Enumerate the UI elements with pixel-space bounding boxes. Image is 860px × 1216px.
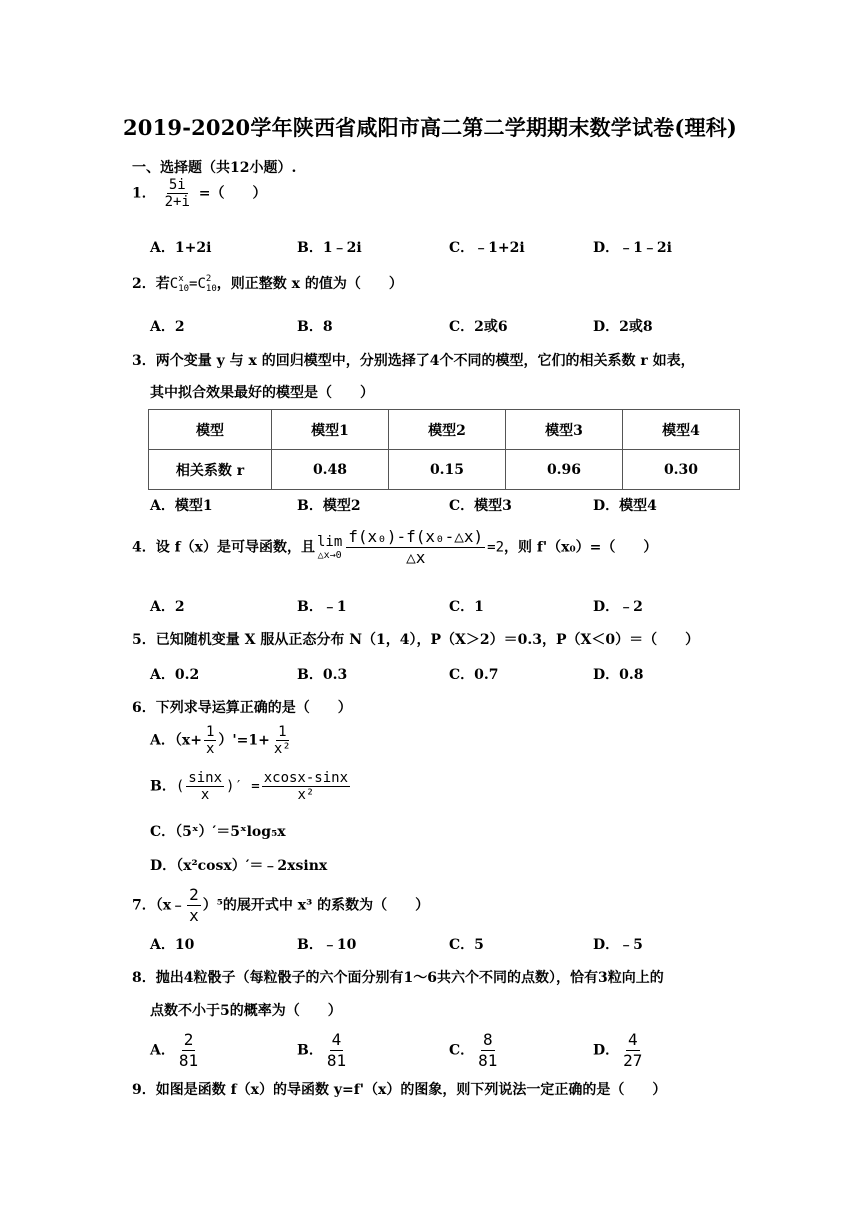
option-label: A． — [150, 1042, 175, 1059]
combination-sub: 10 — [205, 284, 217, 294]
table-header-row — [149, 410, 740, 450]
fraction — [476, 1030, 499, 1071]
combination-sup: 2 — [205, 274, 212, 284]
q7-option-c: C．5 — [449, 937, 484, 953]
denominator: 81 — [326, 1051, 347, 1070]
section-heading: 一、选择题（共12小题）. — [132, 160, 297, 176]
table-cell: 0.30 — [623, 450, 740, 490]
q4-numerator: f(x₀)-f(x₀-△x) — [348, 527, 484, 546]
denominator: x — [205, 741, 215, 757]
denominator: x — [189, 906, 199, 925]
q3-option-c: C．模型3 — [449, 498, 512, 514]
denominator: x — [200, 787, 210, 803]
question-6: 6．下列求导运算正确的是（ ） — [132, 700, 352, 716]
q7-option-b: B．﹣10 — [297, 937, 357, 953]
table-header-cell: 模型1 — [272, 410, 389, 450]
fraction — [177, 1030, 200, 1071]
question-2 — [132, 273, 403, 294]
q1-option-a: A．1+2i — [150, 240, 212, 256]
combination-symbol: C — [169, 276, 179, 292]
option-label: B． — [150, 778, 176, 795]
numerator: sinx — [188, 770, 222, 786]
limit-operator — [317, 534, 342, 562]
denominator: 81 — [478, 1051, 498, 1070]
q4-option-a: A．2 — [150, 599, 185, 615]
option-text: （x+ — [174, 732, 202, 749]
q2-combination-1 — [170, 276, 189, 292]
option-label: C． — [449, 1042, 475, 1059]
numerator: 4 — [627, 1030, 638, 1049]
table-cell: 0.48 — [272, 450, 389, 490]
q5-option-c: C．0.7 — [449, 667, 499, 683]
fraction — [325, 1030, 348, 1071]
question-text: 4．设 f（x）是可导函数，且 — [132, 539, 315, 556]
question-8-line-1: 8．抛出4粒骰子（每粒骰子的六个面分别有1～6共六个不同的点数），恰有3粒向上的 — [132, 970, 664, 986]
question-tail: ，则正整数 x 的值为（ ） — [216, 276, 403, 292]
correlation-table — [148, 409, 740, 490]
q7-option-d: D．﹣5 — [593, 937, 643, 953]
question-9: 9．如图是函数 f（x）的导函数 y=f'（x）的图象，则下列说法一定正确的是（ ） — [132, 1082, 667, 1098]
option-text: )′ = — [226, 778, 260, 795]
question-7 — [132, 885, 429, 926]
fraction — [204, 724, 216, 757]
denominator: x² — [273, 741, 291, 757]
limit-subscript: △x→0 — [317, 549, 342, 561]
numerator: 4 — [331, 1030, 342, 1049]
q3-option-a: A．模型1 — [150, 498, 213, 514]
q7-option-a: A．10 — [150, 937, 195, 953]
question-8-line-2: 点数不小于5的概率为（ ） — [150, 1003, 342, 1019]
q8-option-c — [449, 1030, 501, 1071]
fraction — [621, 1030, 644, 1071]
fraction — [272, 724, 293, 757]
q7-fraction — [187, 885, 201, 926]
table-cell: 0.15 — [389, 450, 506, 490]
table-cell: 相关系数 r — [149, 450, 272, 490]
q2-option-a: A．2 — [150, 319, 185, 335]
question-1 — [132, 177, 267, 210]
q1-option-d: D．﹣1﹣2i — [593, 240, 672, 256]
question-3-line-2: 其中拟合效果最好的模型是（ ） — [150, 385, 374, 401]
denominator: x² — [297, 787, 315, 803]
q2-combination-2 — [197, 276, 216, 292]
equals-two: =2 — [487, 539, 504, 556]
table-header-cell: 模型 — [149, 410, 272, 450]
numerator: 1 — [205, 724, 215, 740]
limit-symbol: lim — [316, 533, 343, 550]
question-tail: =（ ） — [198, 185, 267, 202]
q1-fraction — [163, 177, 192, 210]
q1-option-c: C．﹣1+2i — [449, 240, 525, 256]
table-cell: 0.96 — [506, 450, 623, 490]
q6-option-b: B．( $\frac{\sin x}{x}$ )′ = $\frac{xcosx-\sin x}{\text{x²}}$ — [150, 770, 349, 803]
numerator: 2 — [183, 1030, 194, 1049]
question-4 — [132, 527, 657, 568]
question-text: 若 — [155, 276, 170, 292]
denominator: 81 — [178, 1051, 199, 1070]
question-3-line-1: 3．两个变量 y 与 x 的回归模型中，分别选择了4个不同的模型，它们的相关系数 r 如表， — [132, 353, 695, 369]
q6-option-d: D．（x²cosx）′＝﹣2xsinx — [150, 858, 328, 874]
table-header-cell: 模型4 — [623, 410, 740, 450]
q8-option-b — [297, 1030, 350, 1071]
table-header-cell: 模型3 — [506, 410, 623, 450]
numerator: 2 — [189, 885, 199, 904]
fraction — [262, 770, 350, 803]
q4-option-b: B．﹣1 — [297, 599, 347, 615]
q6-option-a — [150, 724, 295, 757]
numerator: 1 — [278, 724, 287, 740]
equals-sign: = — [189, 276, 198, 292]
table-header-cell: 模型2 — [389, 410, 506, 450]
q4-option-c: C．1 — [449, 599, 484, 615]
q5-option-d: D．0.8 — [593, 667, 644, 683]
q5-option-b: B．0.3 — [297, 667, 348, 683]
q8-option-d — [593, 1030, 646, 1071]
combination-sup: x — [178, 274, 184, 284]
question-number: 1． — [132, 185, 156, 202]
q4-fraction — [346, 527, 485, 568]
option-label: B． — [297, 1042, 323, 1059]
q4-option-d: D．﹣2 — [593, 599, 643, 615]
q3-option-b: B．模型2 — [297, 498, 361, 514]
question-number: 2． — [132, 276, 156, 292]
numerator: xcosx-sinx — [263, 770, 349, 786]
q1-denominator: 2+i — [164, 194, 190, 210]
q3-option-d: D．模型4 — [593, 498, 657, 514]
option-text: ）'=1+ — [218, 732, 270, 749]
question-tail: ）⁵的展开式中 x³ 的系数为（ ） — [202, 897, 430, 914]
q6-option-c: C．（5ˣ）′＝5ˣlog₅x — [150, 824, 286, 840]
q5-option-a: A．0.2 — [150, 667, 200, 683]
question-5: 5．已知随机变量 X 服从正态分布 N（1，4），P（X＞2）＝0.3，P（X＜0）＝（ ） — [132, 632, 700, 648]
q2-option-d: D．2或8 — [593, 319, 653, 335]
table-row — [149, 450, 740, 490]
question-number: 7． — [132, 897, 156, 914]
q8-option-a — [150, 1030, 202, 1071]
exam-title: 2019-2020学年陕西省咸阳市高二第二学期期末数学试卷(理科) — [122, 115, 738, 140]
fraction — [186, 770, 224, 803]
question-tail: ，则 f'（x₀）=（ ） — [504, 539, 658, 556]
combination-symbol: C — [197, 276, 206, 292]
q1-option-b: B．1﹣2i — [297, 240, 362, 256]
option-label: D． — [593, 1042, 620, 1059]
question-text: （x﹣ — [155, 897, 186, 914]
numerator: 8 — [482, 1030, 493, 1049]
denominator: 27 — [623, 1051, 643, 1070]
q4-denominator: △x — [406, 548, 426, 567]
combination-sub: 10 — [178, 284, 190, 294]
q1-numerator: 5i — [168, 177, 186, 193]
q2-option-b: B．8 — [297, 319, 333, 335]
option-label: A． — [150, 732, 175, 749]
q2-option-c: C．2或6 — [449, 319, 508, 335]
